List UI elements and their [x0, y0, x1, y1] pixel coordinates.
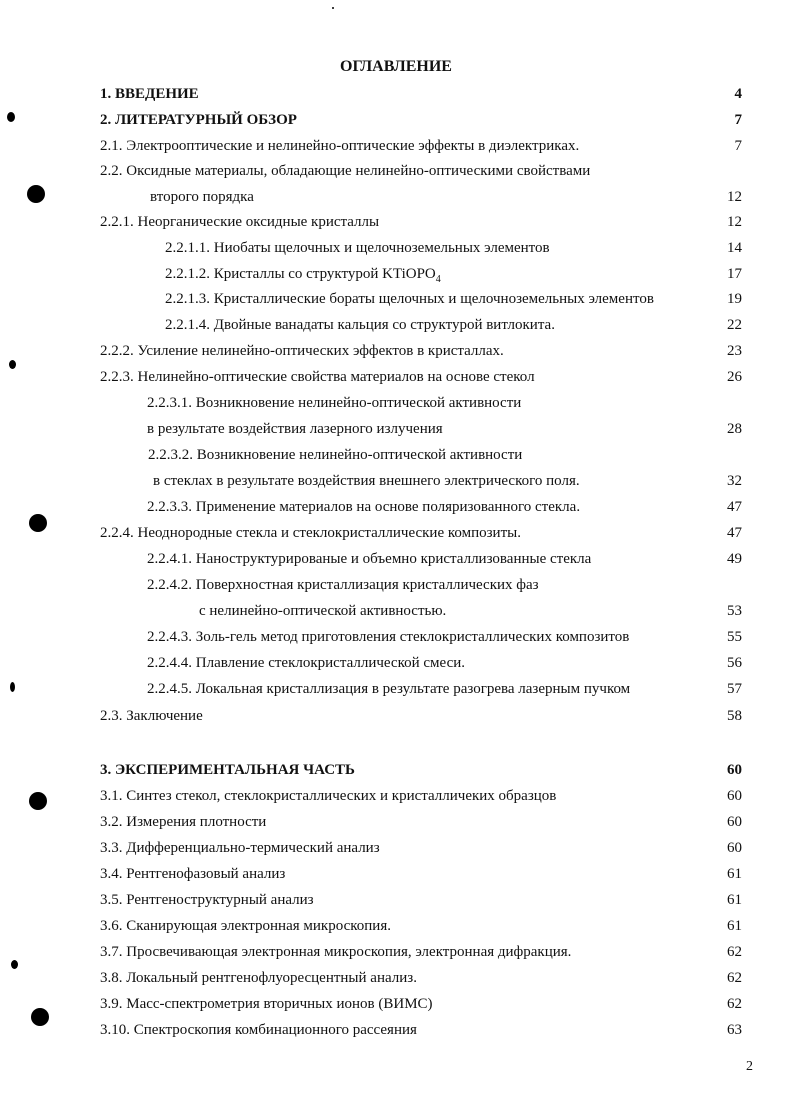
toc-entry-page: 53 — [727, 603, 742, 619]
toc-entry-text: 2.2.1.3. Кристаллические бораты щелочных и щелочноземельных элементов — [165, 291, 654, 307]
toc-entry — [0, 523, 792, 543]
toc-entry — [0, 445, 792, 465]
toc-entry-page: 32 — [727, 473, 742, 489]
toc-entry-text: второго порядка — [150, 189, 254, 205]
toc-entry-text: 2.2.3.3. Применение материалов на основе поляризованного стекла. — [147, 499, 581, 515]
toc-entry — [0, 601, 792, 621]
toc-entry-page: 47 — [727, 525, 742, 541]
toc-entry — [0, 110, 792, 130]
toc-entry — [0, 315, 792, 335]
toc-entry-text: 2.2.1.4. Двойные ванадаты кальция со структурой витлокита. — [165, 317, 555, 333]
toc-entry — [0, 136, 792, 156]
toc-entry — [0, 679, 792, 699]
toc-entry-text: 2.2.2. Усиление нелинейно-оптических эффектов в кристаллах. — [100, 343, 504, 359]
toc-entry-text: 3.6. Сканирующая электронная микроскопия. — [100, 918, 391, 934]
toc-entry-text: 2.2.4.1. Наноструктурированые и объемно кристаллизованные стекла — [147, 551, 592, 567]
toc-entry-text: в результате воздействия лазерного излучения — [147, 421, 443, 437]
toc-entry-page: 61 — [727, 866, 742, 882]
toc-entry-page: 47 — [727, 499, 742, 515]
toc-title: ОГЛАВЛЕНИЕ — [340, 58, 452, 75]
toc-entry — [0, 812, 792, 832]
toc-entry-text: 3.4. Рентгенофазовый анализ — [100, 866, 286, 882]
scan-speck — [332, 7, 334, 9]
toc-entry-page: 60 — [727, 788, 742, 804]
toc-entry-text: 3.8. Локальный рентгенофлуоресцентный анализ. — [100, 970, 417, 986]
toc-entry — [0, 289, 792, 309]
toc-entry-page: 26 — [727, 369, 742, 385]
toc-entry — [0, 212, 792, 232]
toc-entry — [0, 760, 792, 780]
toc-entry — [0, 890, 792, 910]
toc-entry-page: 61 — [727, 892, 742, 908]
toc-entry-page: 49 — [727, 551, 742, 567]
toc-entry — [0, 84, 792, 104]
toc-entry-text — [165, 264, 441, 290]
toc-entry-text: 2.3. Заключение — [100, 708, 203, 724]
toc-entry-page: 12 — [727, 189, 742, 205]
toc-entry — [0, 187, 792, 207]
toc-entry-text: 2.2. Оксидные материалы, обладающие нелинейно-оптическими свойствами — [100, 163, 591, 179]
toc-entry — [0, 994, 792, 1014]
toc-entry — [0, 471, 792, 491]
toc-entry-text: 2.2.4. Неоднородные стекла и стеклокристаллические композиты. — [100, 525, 521, 541]
toc-entry — [0, 367, 792, 387]
toc-entry-page: 62 — [727, 970, 742, 986]
toc-entry-page: 61 — [727, 918, 742, 934]
toc-entry — [0, 575, 792, 595]
toc-entry-page: 57 — [727, 681, 742, 697]
toc-entry-text: 3.9. Масс-спектрометрия вторичных ионов (ВИМС) — [100, 996, 433, 1012]
toc-entry-text: 2.2.1. Неорганические оксидные кристаллы — [100, 214, 380, 230]
toc-entry-text: 2.2.3.2. Возникновение нелинейно-оптической активности — [148, 447, 523, 463]
toc-entry-page: 12 — [727, 214, 742, 230]
toc-entry-page: 22 — [727, 317, 742, 333]
toc-entry — [0, 549, 792, 569]
toc-entry — [0, 942, 792, 962]
toc-entry — [0, 497, 792, 517]
toc-entry — [0, 1020, 792, 1040]
toc-entry-text: с нелинейно-оптической активностью. — [199, 603, 447, 619]
toc-entry-page: 7 — [734, 138, 742, 154]
toc-entry-text: 2.1. Электрооптические и нелинейно-оптические эффекты в диэлектриках. — [100, 138, 580, 154]
toc-entry-page: 62 — [727, 944, 742, 960]
page-number: 2 — [746, 1059, 753, 1074]
toc-entry-page: 28 — [727, 421, 742, 437]
toc-entry — [0, 838, 792, 858]
toc-entry-text: 2.2.3.1. Возникновение нелинейно-оптической активности — [147, 395, 522, 411]
toc-entry-text: 2. ЛИТЕРАТУРНЫЙ ОБЗОР — [100, 112, 297, 128]
toc-entry — [0, 264, 792, 284]
toc-entry — [0, 968, 792, 988]
toc-entry-page: 56 — [727, 655, 742, 671]
toc-entry — [0, 161, 792, 181]
toc-entry-page: 62 — [727, 996, 742, 1012]
toc-entry-page: 63 — [727, 1022, 742, 1038]
toc-entry-text: 1. ВВЕДЕНИЕ — [100, 86, 199, 102]
toc-entry-text: 2.2.4.4. Плавление стеклокристаллической смеси. — [147, 655, 466, 671]
toc-entry — [0, 393, 792, 413]
toc-entry-page: 4 — [734, 86, 742, 102]
toc-entry — [0, 627, 792, 647]
toc-entry-page: 60 — [727, 814, 742, 830]
toc-entry — [0, 419, 792, 439]
toc-entry-text: 2.2.4.5. Локальная кристаллизация в результате разогрева лазерным пучком — [147, 681, 631, 697]
toc-entry — [0, 864, 792, 884]
toc-entry-text-main: 2.2.1.2. Кристаллы со структурой KTiOPO — [165, 266, 436, 282]
toc-entry-text: 3.5. Рентгеноструктурный анализ — [100, 892, 314, 908]
toc-entry-text: 3.1. Синтез стекол, стеклокристаллических и кристалличеких образцов — [100, 788, 557, 804]
toc-entry-page: 58 — [727, 708, 742, 724]
toc-entry-text: 2.2.1.1. Ниобаты щелочных и щелочноземельных элементов — [165, 240, 550, 256]
toc-entry-page: 7 — [734, 112, 742, 128]
toc-entry-text: 2.2.3. Нелинейно-оптические свойства материалов на основе стекол — [100, 369, 535, 385]
toc-entry-page: 17 — [727, 266, 742, 282]
toc-entry-text: 2.2.4.2. Поверхностная кристаллизация кристаллических фаз — [147, 577, 539, 593]
subscript: 4 — [435, 274, 441, 285]
toc-entry-page: 19 — [727, 291, 742, 307]
toc-entry-text: 3.7. Просвечивающая электронная микроскопия, электронная дифракция. — [100, 944, 572, 960]
toc-entry-text: 3.2. Измерения плотности — [100, 814, 267, 830]
toc-entry — [0, 341, 792, 361]
toc-entry-page: 23 — [727, 343, 742, 359]
toc-entry — [0, 916, 792, 936]
toc-entry — [0, 706, 792, 726]
toc-entry-page: 14 — [727, 240, 742, 256]
toc-entry-text: 3.10. Спектроскопия комбинационного рассеяния — [100, 1022, 417, 1038]
toc-entry — [0, 653, 792, 673]
toc-entry — [0, 238, 792, 258]
toc-entry-text: 3. ЭКСПЕРИМЕНТАЛЬНАЯ ЧАСТЬ — [100, 762, 355, 778]
toc-entry-page: 55 — [727, 629, 742, 645]
toc-entry-page: 60 — [727, 840, 742, 856]
toc-entry-page: 60 — [727, 762, 742, 778]
toc-entry-text: 2.2.4.3. Золь-гель метод приготовления стеклокристаллических композитов — [147, 629, 630, 645]
toc-entry-text: 3.3. Дифференциально-термический анализ — [100, 840, 380, 856]
toc-entry-text: в стеклах в результате воздействия внешнего электрического поля. — [153, 473, 580, 489]
toc-entry — [0, 786, 792, 806]
